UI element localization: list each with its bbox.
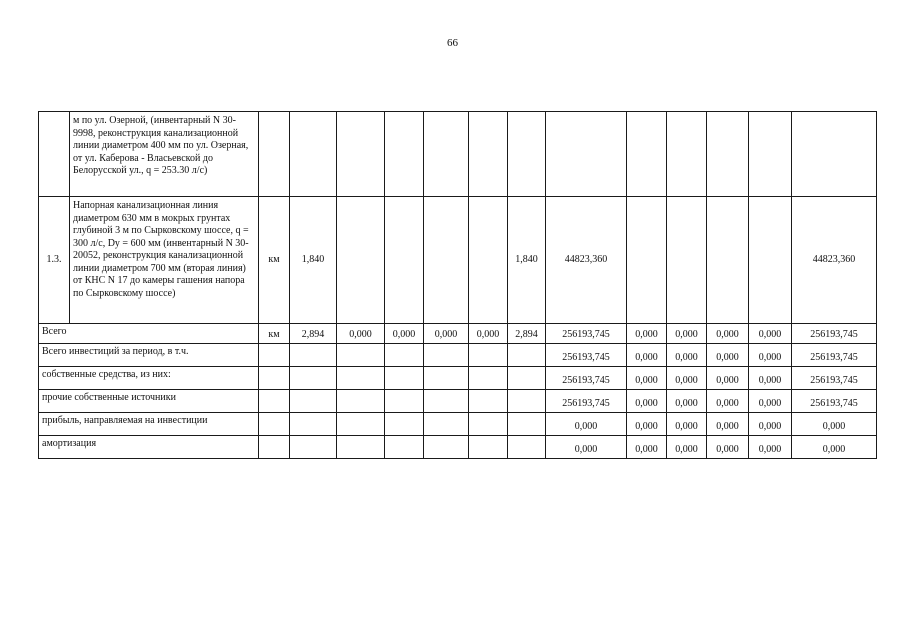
row-label: амортизация [39,436,259,459]
cell-value: 256193,745 [792,324,877,344]
cell-value: 0,000 [707,413,749,436]
cell-description: Напорная канализационная линия диаметром 630 мм в мокрых грунтах глубиной 3 м по Сырковскому шоссе, q = 300 л/с, Dy = 600 мм (инвентарный N 30-20052, реконструкция канализационной линии диаметром 700 мм (вторая линия) от КНС N 17 до камеры гашения напора по Сырковскому шоссе) [70,197,259,324]
cell-value: 0,000 [667,413,707,436]
row-label: Всего [39,324,259,344]
cell-value: 0,000 [667,390,707,413]
cell-value: 0,000 [627,367,667,390]
cell-value: 0,000 [546,413,627,436]
cell-num [39,112,70,197]
cell-value: 2,894 [290,324,337,344]
cell-investment-first: 44823,360 [546,197,627,324]
cell-value: 0,000 [749,344,792,367]
cell-value: 0,000 [749,413,792,436]
cell-value: 256193,745 [546,390,627,413]
cell-unit: км [259,197,290,324]
cell-value: 0,000 [749,390,792,413]
cell-value: 0,000 [749,367,792,390]
cell-unit: км [259,324,290,344]
cell-value: 256193,745 [546,344,627,367]
cell-value: 0,000 [627,324,667,344]
table-row-1-3 [39,197,877,324]
row-label: Всего инвестиций за период, в т.ч. [39,344,259,367]
table-row-summary [39,367,877,390]
table-row-total [39,324,877,344]
cell-value: 0,000 [749,324,792,344]
row-label: собственные средства, из них: [39,367,259,390]
cell-value: 0,000 [792,413,877,436]
cell-value: 2,894 [508,324,546,344]
investment-table [38,111,877,459]
cell-value: 0,000 [627,436,667,459]
cell-value: 0,000 [667,436,707,459]
cell-value: 256193,745 [792,367,877,390]
table-row-summary [39,390,877,413]
page-number: 66 [447,37,458,49]
cell-length-total: 1,840 [508,197,546,324]
cell-value: 0,000 [707,367,749,390]
cell-value: 256193,745 [546,324,627,344]
cell-value: 0,000 [707,390,749,413]
cell-value: 0,000 [337,324,385,344]
cell-value: 0,000 [707,344,749,367]
cell-value: 0,000 [667,324,707,344]
row-label: прибыль, направляемая на инвестиции [39,413,259,436]
cell-value: 0,000 [749,436,792,459]
row-label: прочие собственные источники [39,390,259,413]
table-row-summary [39,413,877,436]
cell-value: 0,000 [707,324,749,344]
cell-value: 0,000 [385,324,424,344]
cell-value: 0,000 [667,344,707,367]
cell-length-first: 1,840 [290,197,337,324]
cell-value: 0,000 [627,390,667,413]
cell-value: 256193,745 [792,344,877,367]
table-row-summary [39,344,877,367]
cell-description: м по ул. Озерной, (инвентарный N 30-9998, реконструкция канализационной линии диаметром 400 мм по ул. Озерная, от ул. Каберова - Власьевской до Белорусской ул., q = 253.30 л/с) [70,112,259,197]
cell-value: 0,000 [792,436,877,459]
cell-value: 0,000 [707,436,749,459]
cell-investment-total: 44823,360 [792,197,877,324]
cell-value: 0,000 [469,324,508,344]
cell-value: 256193,745 [792,390,877,413]
table-row-continued [39,112,877,197]
cell-value: 0,000 [546,436,627,459]
cell-value: 0,000 [627,413,667,436]
cell-value: 0,000 [424,324,469,344]
table-row-summary [39,436,877,459]
cell-value: 0,000 [667,367,707,390]
cell-value: 0,000 [627,344,667,367]
cell-num: 1.3. [39,197,70,324]
cell-value: 256193,745 [546,367,627,390]
